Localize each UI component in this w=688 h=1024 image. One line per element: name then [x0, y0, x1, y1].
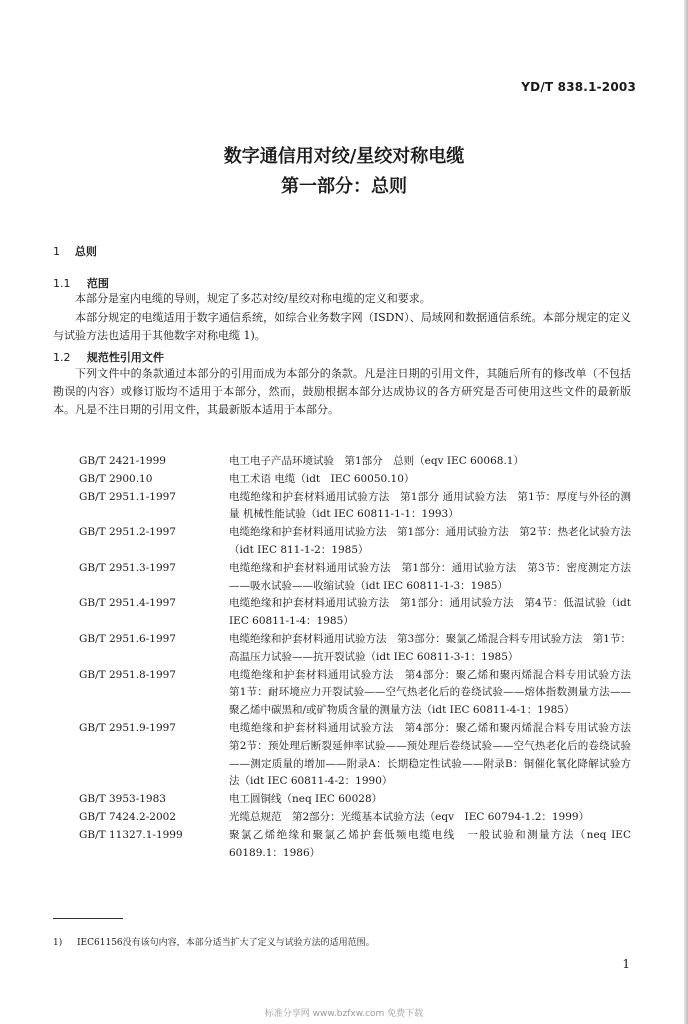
reference-title: 电缆绝缘和护套材料通用试验方法 第4部分：聚乙烯和聚丙烯混合料专用试验方法 第2节：预处理后断裂延伸率试验——预处理后卷绕试验——空气热老化后的卷绕试验——测定质量的增加——附录A：长期稳定性试验——附录B：铜催化氧化降解试验方法（idt IEC 60811-4-2：1990） [229, 721, 642, 788]
reference-code: GB/T 2951.6-1997 [79, 632, 176, 645]
reference-title: 电工术语 电缆（idt IEC 60050.10） [229, 472, 415, 485]
reference-title: 电缆绝缘和护套材料通用试验方法 第1部分：通用试验方法 第3节：密度测定方法——吸水试验——收缩试验（idt IEC 60811-1-3：1985） [229, 561, 631, 592]
reference-code: GB/T 2951.4-1997 [79, 597, 176, 610]
reference-item [79, 631, 631, 667]
reference-title: 光缆总规范 第2部分：光缆基本试验方法（eqv IEC 60794-1.2：1999） [229, 810, 590, 823]
footnote-text: IEC61156没有该句内容，本部分适当扩大了定义与试验方法的适用范围。 [77, 938, 375, 948]
page-number: 1 [622, 957, 630, 971]
document-subtitle: 第一部分：总则 [281, 176, 407, 197]
reference-title: 电工电子产品环境试验 第1部分 总则（eqv IEC 60068.1） [229, 455, 524, 467]
section-heading-1-2 [53, 349, 164, 365]
reference-title: 电缆绝缘和护套材料通用试验方法 第4部分：聚乙烯和聚丙烯混合料专用试验方法 第1节：耐环境应力开裂试验——空气热老化后的卷绕试验——熔体指数测量方法——聚乙烯中碳黑和/或矿物质含量的测量方法（idt IEC 60811-4-1：1985） [229, 668, 642, 717]
scope-paragraph-1: 本部分是室内电缆的导则，规定了多芯对绞/星绞对称电缆的定义和要求。 [75, 292, 431, 305]
section-number: 1.1 [53, 277, 71, 290]
reference-item [79, 809, 631, 827]
section-title: 规范性引用文件 [86, 351, 164, 364]
reference-item [79, 453, 631, 471]
section-heading-1 [53, 243, 97, 259]
reference-code: GB/T 2951.3-1997 [79, 561, 176, 574]
standard-code: YD/T 838.1-2003 [521, 80, 636, 94]
section-number: 1 [53, 245, 60, 258]
document-title: 数字通信用对绞/星绞对称电缆 [223, 146, 465, 167]
reference-code: GB/T 2951.8-1997 [79, 668, 176, 681]
section-title: 总则 [74, 245, 97, 258]
reference-title: 电缆绝缘和护套材料通用试验方法 第3部分：聚氯乙烯混合料专用试验方法 第1节：高温压力试验——抗开裂试验（idt IEC 60811-3-1：1985） [229, 632, 631, 663]
section-heading-1-1 [53, 275, 109, 291]
references-intro-paragraph: 下列文件中的条款通过本部分的引用而成为本部分的条款。凡是注日期的引用文件，其随后所有的修改单（不包括勘误的内容）或修订版均不适用于本部分，然而，鼓励根据本部分达成协议的各方研究是否可使用这些文件的最新版本。凡是不注日期的引用文件，其最新版本适用于本部分。 [53, 367, 631, 416]
footnote-mark: 1) [53, 938, 63, 948]
watermark: 标准分享网 www.bzfxw.com 免费下载 [264, 1009, 424, 1019]
reference-item [79, 720, 642, 791]
reference-code: GB/T 11327.1-1999 [79, 828, 183, 841]
reference-title: 电工圆铜线（neq IEC 60028） [229, 793, 383, 806]
section-title: 范围 [86, 277, 109, 290]
reference-code: GB/T 2951.1-1997 [79, 490, 176, 503]
scope-paragraph-2: 本部分规定的电缆适用于数字通信系统，如综合业务数字网（ISDN）、局域网和数据通信系统。本部分规定的定义与试验方法也适用于其他数字对称电缆 1)。 [53, 311, 631, 342]
reference-code: GB/T 2900.10 [79, 472, 153, 485]
reference-item [79, 791, 631, 809]
footnote-divider [53, 918, 123, 919]
reference-code: GB/T 2421-1999 [79, 455, 166, 467]
reference-code: GB/T 7424.2-2002 [79, 810, 176, 823]
reference-item [79, 471, 631, 489]
reference-item [79, 489, 631, 525]
reference-title: 电缆绝缘和护套材料通用试验方法 第1部分：通用试验方法 第2节：热老化试验方法（idt IEC 811-1-2：1985） [229, 526, 631, 556]
reference-item [79, 524, 631, 560]
reference-title: 电缆绝缘和护套材料通用试验方法 第1部分 通用试验方法 第1节：厚度与外径的测量 机械性能试验（idt IEC 60811-1-1：1993） [229, 490, 631, 521]
reference-list [79, 453, 642, 862]
reference-code: GB/T 2951.9-1997 [79, 721, 176, 734]
reference-item [79, 827, 631, 863]
reference-item [79, 595, 631, 631]
footnote [53, 935, 375, 948]
reference-item [79, 667, 642, 720]
reference-code: GB/T 3953-1983 [79, 793, 166, 806]
section-number: 1.2 [53, 351, 71, 364]
reference-item [79, 560, 631, 596]
reference-title: 电缆绝缘和护套材料通用试验方法 第1部分：通用试验方法 第4节：低温试验（idt IEC 60811-1-4：1985） [229, 597, 631, 628]
reference-code: GB/T 2951.2-1997 [79, 526, 176, 539]
reference-title: 聚氯乙烯绝缘和聚氯乙烯护套低频电缆电线 一般试验和测量方法（neq IEC 60189.1：1986） [229, 828, 631, 859]
